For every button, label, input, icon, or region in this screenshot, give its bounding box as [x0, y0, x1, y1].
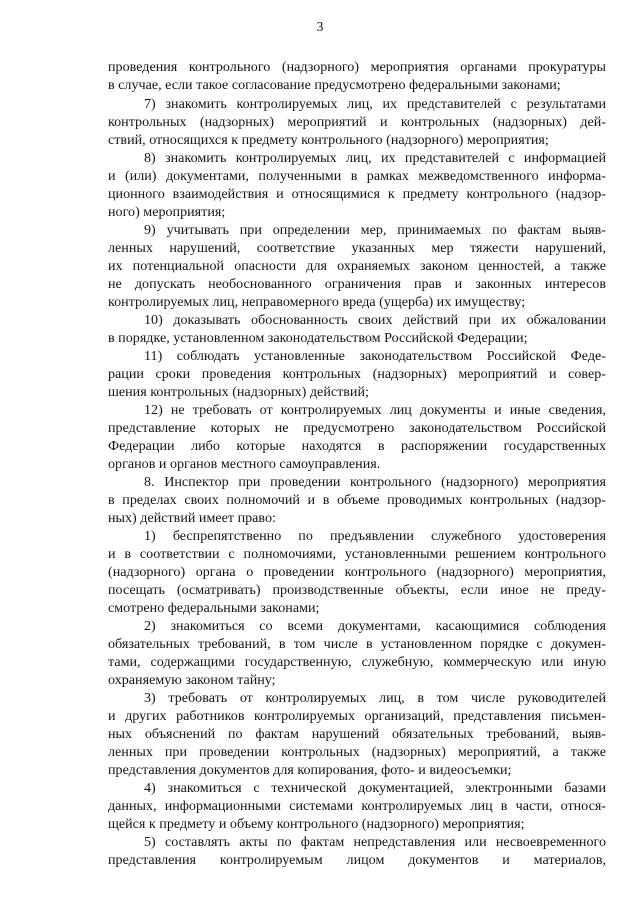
text-line: охраняемую законом тайну;: [108, 672, 276, 688]
text-line: щейся к предмету и объему контрольного (надзорного) мероприятия;: [108, 816, 525, 832]
text-line: тами, содержащими государственную, служебную, коммерческую или иную: [108, 654, 606, 670]
text-line: в пределах своих полномочий и в объеме проводимых контрольных (надзор-: [108, 492, 606, 508]
text-line: их потенциальной опасности для охраняемых законом ценностей, а также: [108, 258, 606, 274]
text-line: 11) соблюдать установленные законодательством Российской Феде-: [144, 348, 606, 364]
text-line: контрольных (надзорных) мероприятий и контрольных (надзорных) дей-: [108, 114, 606, 130]
text-line: 3) требовать от контролируемых лиц, в том числе руководителей: [144, 690, 606, 706]
text-line: шения контрольных (надзорных) действий;: [108, 384, 369, 400]
text-line: представления контролируемым лицом документов и материалов,: [108, 852, 606, 868]
text-line: 9) учитывать при определении мер, принимаемых по фактам выяв-: [144, 222, 606, 238]
text-line: (надзорного) органа о проведении контрольного (надзорного) мероприятия,: [108, 564, 606, 580]
text-line: 1) беспрепятственно по предъявлении служебного удостоверения: [144, 528, 606, 544]
text-line: и других работников контролируемых организаций, представления письмен-: [108, 708, 606, 724]
text-line: не допускать необоснованного ограничения прав и законных интересов: [108, 276, 606, 292]
text-line: ных объяснений по фактам нарушений обязательных требований, выяв-: [108, 726, 606, 742]
text-line: представление которых не предусмотрено законодательством Российской: [108, 420, 606, 436]
text-line: 2) знакомиться со всеми документами, касающимися соблюдения: [144, 618, 606, 634]
text-line: обязательных требований, в том числе в установленном порядке с докумен-: [108, 636, 606, 652]
text-line: 12) не требовать от контролируемых лиц документы и иные сведения,: [144, 402, 606, 418]
text-line: ленных нарушений, соответствие указанных мер тяжести нарушений,: [108, 240, 606, 256]
text-line: 4) знакомиться с технической документацией, электронными базами: [144, 780, 606, 796]
text-line: ленных при проведении контрольных (надзорных) мероприятий, а также: [108, 744, 606, 760]
text-line: смотрено федеральными законами;: [108, 600, 320, 616]
text-line: ционного взаимодействия и относящимися к предмету контрольного (надзор-: [108, 186, 606, 202]
text-line: представления документов для копирования, фото- и видеосъемки;: [108, 762, 512, 778]
text-line: 7) знакомить контролируемых лиц, их представителей с результатами: [144, 96, 606, 112]
text-line: органов и органов местного самоуправления.: [108, 456, 381, 472]
text-line: ных) действий имеет право:: [108, 510, 276, 526]
text-line: контролируемых лиц, неправомерного вреда (ущерба) их имуществу;: [108, 294, 526, 310]
text-line: 8) знакомить контролируемых лиц, их представителей с информацией: [144, 150, 606, 166]
text-line: данных, информационными системами контролируемых лиц в части, относя-: [108, 798, 606, 814]
text-line: проведения контрольного (надзорного) мероприятия органами прокуратуры: [108, 59, 606, 75]
text-line: 5) составлять акты по фактам непредставления или несвоевременного: [144, 834, 606, 850]
text-line: 8. Инспектор при проведении контрольного (надзорного) мероприятия: [144, 474, 606, 490]
text-line: рации сроки проведения контрольных (надзорных) мероприятий и совер-: [108, 366, 606, 382]
text-line: ного) мероприятия;: [108, 204, 226, 220]
text-line: посещать (осматривать) производственные объекты, если иное не преду-: [108, 582, 606, 598]
text-line: и (или) документами, полученными в рамках межведомственного информа-: [108, 168, 606, 184]
text-line: Федерации либо которые находятся в распоряжении государственных: [108, 438, 606, 454]
text-line: ствий, относящихся к предмету контрольного (надзорного) мероприятия;: [108, 132, 549, 148]
text-line: и в соответствии с полномочиями, установленными решением контрольного: [108, 546, 606, 562]
text-line: 10) доказывать обоснованность своих действий при их обжаловании: [144, 312, 606, 328]
page-number: 3: [316, 19, 324, 34]
text-line: в порядке, установленном законодательством Российской Федерации;: [108, 330, 528, 346]
text-line: в случае, если такое согласование предусмотрено федеральными законами;: [108, 77, 561, 93]
